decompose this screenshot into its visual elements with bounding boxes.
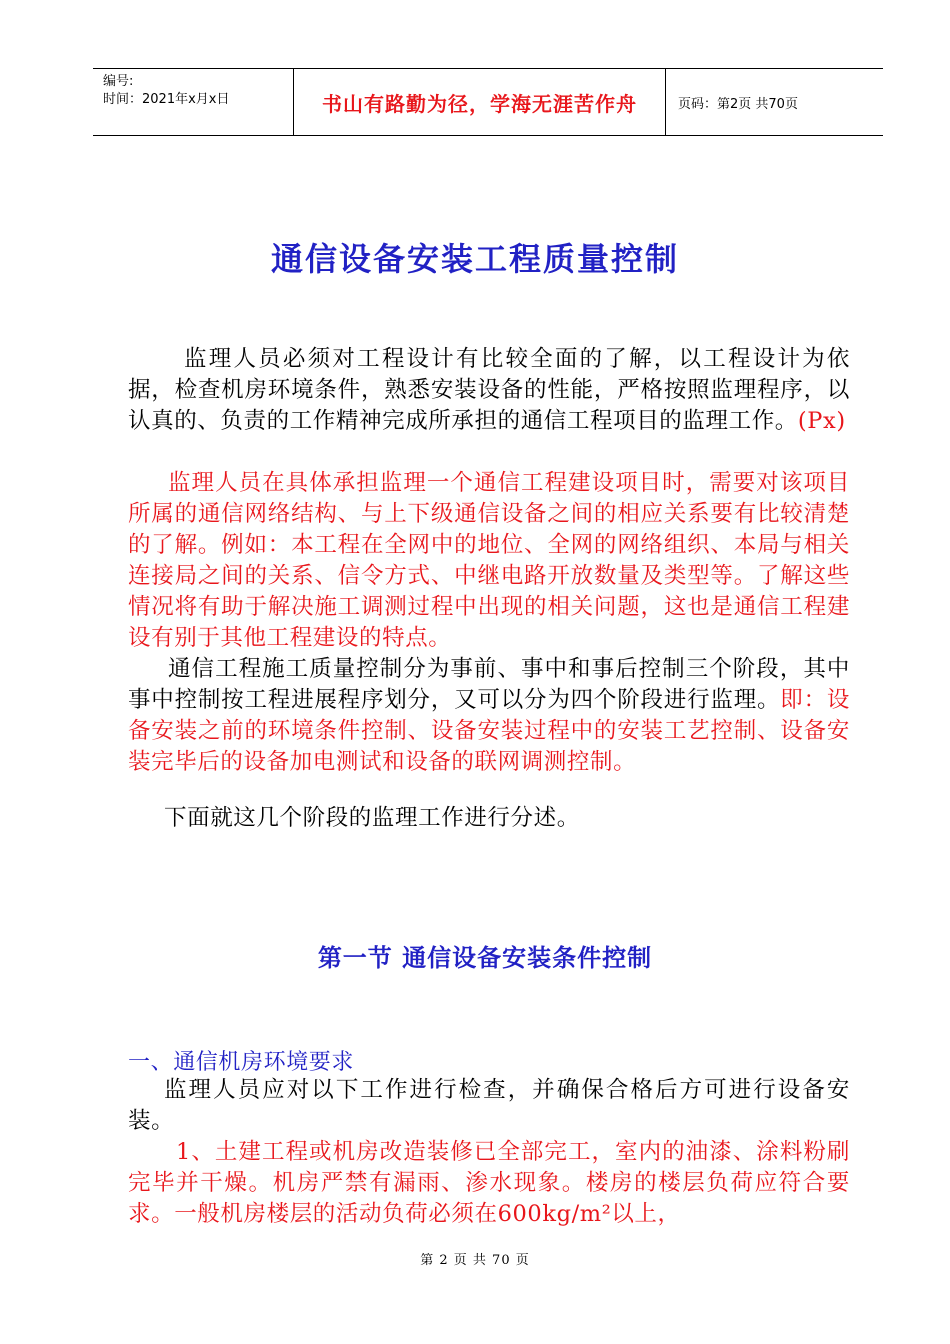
header-motto: 书山有路勤为径，学海无涯苦作舟 [294, 69, 666, 135]
header-number-label: 编号: [103, 74, 134, 89]
paragraph-3-text: 通信工程施工质量控制分为事前、事中和事后控制三个阶段，其中事中控制按工程进展程序划分，又可以分为四个阶段进行监理。 [128, 656, 850, 713]
paragraph-3-highlight: 即：设备安装之前的环境条件控制、设备安装过程中的安装工艺控制、设备安装完毕后的设备加电测试和设备的联网调测控制。 [128, 687, 850, 775]
header-page-info: 页码：第2页 共70页 [678, 96, 798, 112]
paragraph-1-text: 监理人员必须对工程设计有比较全面的了解，以工程设计为依据，检查机房环境条件，熟悉安装设备的性能，严格按照监理程序，以认真的、负责的工作精神完成所承担的通信工程项目的监理工作。 [128, 346, 850, 434]
header-time-label: 时间：2021年x月x日 [103, 92, 230, 107]
section-title: 第一节 通信设备安装条件控制 [317, 944, 653, 972]
page-header [93, 68, 883, 136]
paragraph-6: 1、土建工程或机房改造装修已全部完工，室内的油漆、涂料粉刷完毕并干燥。机房严禁有漏雨、渗水现象。楼房的楼层负荷应符合要求。一般机房楼层的活动负荷必须在600kg/m²以上， [128, 1139, 850, 1227]
header-meta-cell [93, 69, 294, 135]
paragraph-5: 监理人员应对以下工作进行检查，并确保合格后方可进行设备安装。 [128, 1077, 850, 1134]
paragraph-3 [128, 654, 850, 778]
sub-heading: 一、通信机房环境要求 [128, 1050, 355, 1075]
paragraph-2: 监理人员在具体承担监理一个通信工程建设项目时，需要对该项目所属的通信网络结构、与上下级通信设备之间的相应关系要有比较清楚的了解。例如：本工程在全网中的地位、全网的网络组织、本局与相关连接局之间的关系、信令方式、中继电路开放数量及类型等。了解这些情况将有助于解决施工调测过程中出现的相关问题，这也是通信工程建设有别于其他工程建设的特点。 [128, 470, 850, 651]
paragraph-1-tag: (Px) [797, 408, 846, 434]
paragraph-1 [128, 344, 850, 437]
document-title: 通信设备安装工程质量控制 [270, 240, 679, 278]
page-footer: 第 2 页 共 70 页 [420, 1253, 530, 1268]
paragraph-4: 下面就这几个阶段的监理工作进行分述。 [164, 805, 580, 831]
